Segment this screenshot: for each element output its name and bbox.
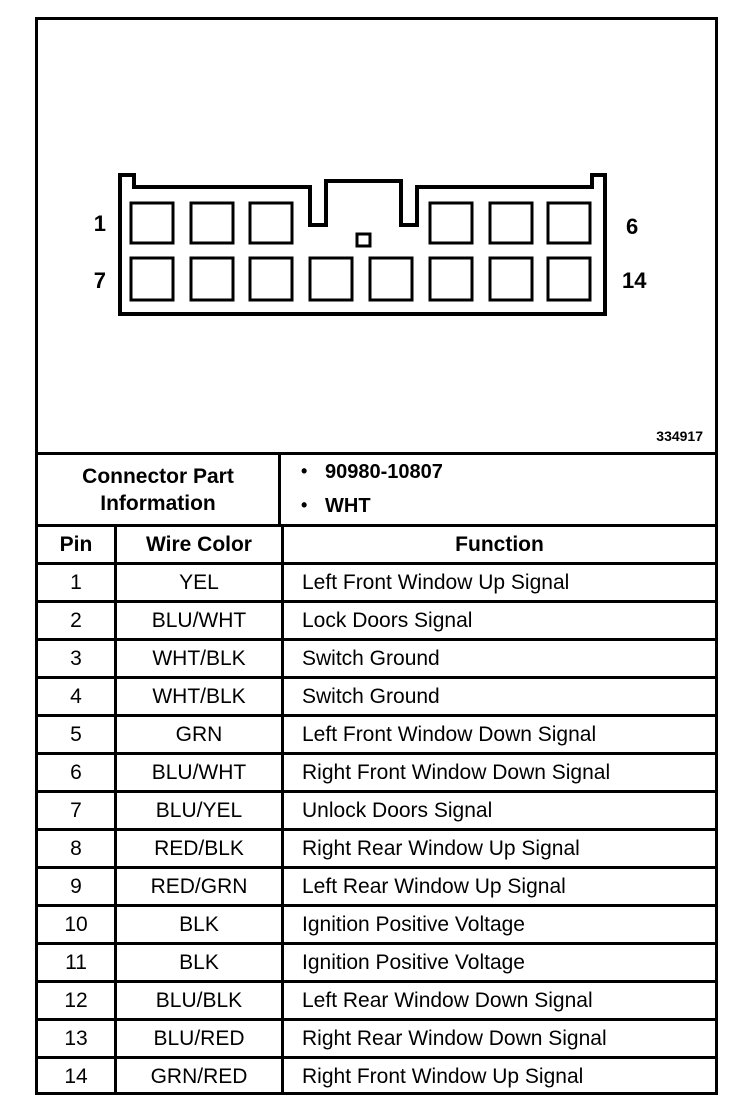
function-cell: Switch Ground — [283, 678, 716, 716]
pin-cell: 11 — [38, 944, 116, 982]
pin-cell: 9 — [38, 868, 116, 906]
function-cell: Right Front Window Down Signal — [283, 754, 716, 792]
pin-cavity-10 — [310, 258, 352, 300]
function-cell: Unlock Doors Signal — [283, 792, 716, 830]
figure-number: 334917 — [656, 428, 703, 444]
connector-diagram — [38, 20, 715, 452]
pin-cavity-2 — [191, 203, 233, 243]
header-pin: Pin — [38, 526, 116, 564]
pin-cavity-13 — [490, 258, 532, 300]
table-row — [38, 754, 715, 792]
wire-color-cell: BLU/YEL — [116, 792, 283, 830]
function-cell: Left Rear Window Up Signal — [283, 868, 716, 906]
connector-face-drawing — [38, 20, 715, 452]
pin-label-row2-right: 14 — [622, 268, 647, 293]
connector-sheet — [35, 17, 718, 1095]
table-row — [38, 564, 715, 602]
pin-cell: 10 — [38, 906, 116, 944]
pin-cell: 7 — [38, 792, 116, 830]
table-row — [38, 982, 715, 1020]
pin-cavity-4 — [430, 203, 472, 243]
pinout-table — [38, 524, 715, 1094]
wire-color-cell: BLU/RED — [116, 1020, 283, 1058]
table-row — [38, 678, 715, 716]
connector-info-label-line2: Information — [100, 491, 216, 515]
pin-cell: 13 — [38, 1020, 116, 1058]
function-cell: Ignition Positive Voltage — [283, 906, 716, 944]
pin-cell: 1 — [38, 564, 116, 602]
wire-color-cell: BLU/WHT — [116, 602, 283, 640]
pin-cavity-9 — [250, 258, 292, 300]
table-row — [38, 830, 715, 868]
pin-label-row2-left: 7 — [93, 268, 106, 293]
wire-color-cell: RED/BLK — [116, 830, 283, 868]
function-cell: Ignition Positive Voltage — [283, 944, 716, 982]
pin-label-row1-right: 6 — [626, 214, 639, 239]
table-row — [38, 602, 715, 640]
table-row — [38, 640, 715, 678]
pin-label-row1-left: 1 — [93, 211, 106, 236]
table-row — [38, 792, 715, 830]
wire-color-cell: BLK — [116, 944, 283, 982]
table-row — [38, 1058, 715, 1095]
table-row — [38, 906, 715, 944]
pin-cell: 12 — [38, 982, 116, 1020]
connector-info-label — [38, 455, 281, 524]
table-row — [38, 716, 715, 754]
pin-cavity-1 — [131, 203, 173, 243]
wire-color-cell: BLU/BLK — [116, 982, 283, 1020]
pin-cavity-6 — [548, 203, 590, 243]
pin-cavity-14 — [548, 258, 590, 300]
header-wire-color: Wire Color — [116, 526, 283, 564]
pin-cell: 2 — [38, 602, 116, 640]
pin-cavity-8 — [191, 258, 233, 300]
wire-color-cell: YEL — [116, 564, 283, 602]
header-function: Function — [283, 526, 716, 564]
pin-cell: 5 — [38, 716, 116, 754]
function-cell: Lock Doors Signal — [283, 602, 716, 640]
function-cell: Right Rear Window Down Signal — [283, 1020, 716, 1058]
connector-part-number: • 90980-10807 — [325, 461, 443, 484]
function-cell: Switch Ground — [283, 640, 716, 678]
pin-cell: 6 — [38, 754, 116, 792]
pin-cell: 3 — [38, 640, 116, 678]
polarization-key — [357, 234, 370, 246]
pin-cavity-3 — [250, 203, 292, 243]
function-cell: Left Front Window Down Signal — [283, 716, 716, 754]
function-cell: Left Rear Window Down Signal — [283, 982, 716, 1020]
pin-cell: 14 — [38, 1058, 116, 1095]
table-row — [38, 868, 715, 906]
table-row — [38, 944, 715, 982]
connector-info-list — [281, 455, 715, 524]
wire-color-cell: BLK — [116, 906, 283, 944]
connector-color: • WHT — [325, 495, 371, 518]
table-header-row — [38, 526, 715, 564]
wire-color-cell: GRN — [116, 716, 283, 754]
pin-cavity-12 — [430, 258, 472, 300]
function-cell: Right Front Window Up Signal — [283, 1058, 716, 1095]
wire-color-cell: GRN/RED — [116, 1058, 283, 1095]
pin-cell: 8 — [38, 830, 116, 868]
wire-color-cell: BLU/WHT — [116, 754, 283, 792]
table-row — [38, 1020, 715, 1058]
connector-info-label-line1: Connector Part — [82, 464, 234, 488]
connector-part-info — [38, 452, 715, 524]
pin-cavity-7 — [131, 258, 173, 300]
pin-cavity-11 — [370, 258, 412, 300]
wire-color-cell: WHT/BLK — [116, 640, 283, 678]
pin-cavity-5 — [490, 203, 532, 243]
function-cell: Right Rear Window Up Signal — [283, 830, 716, 868]
pin-cell: 4 — [38, 678, 116, 716]
wire-color-cell: RED/GRN — [116, 868, 283, 906]
wire-color-cell: WHT/BLK — [116, 678, 283, 716]
function-cell: Left Front Window Up Signal — [283, 564, 716, 602]
